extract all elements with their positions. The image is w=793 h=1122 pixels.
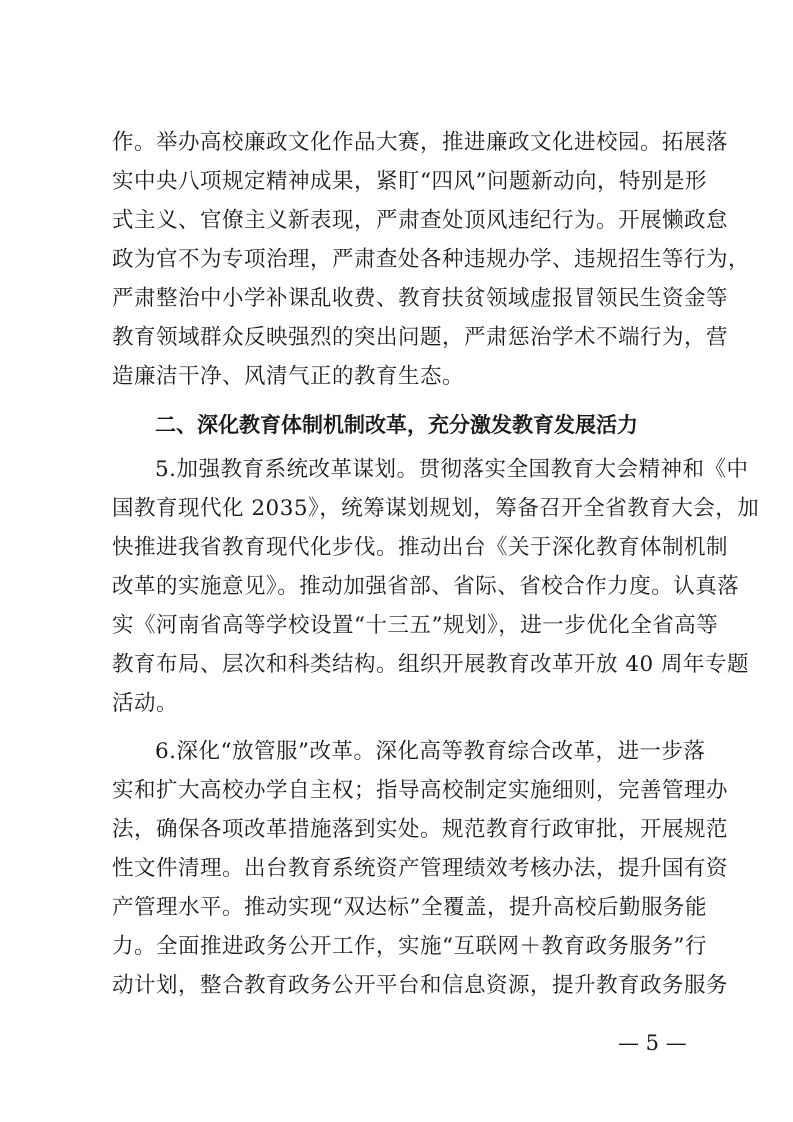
body-text-line: 实中央八项规定精神成果，紧盯“四风”问题新动向，特别是形: [112, 169, 707, 194]
body-text-line: 活动。: [112, 691, 179, 716]
body-text-line: 政为官不为专项治理，严肃查处各种违规办学、违规招生等行为，: [112, 247, 751, 272]
body-text-line: 实《河南省高等学校设置“十三五”规划》，进一步优化全省高等: [112, 613, 719, 638]
body-text-line: 产管理水平。推动实现“双达标”全覆盖，提升高校后勤服务能: [112, 895, 707, 920]
body-text-line: 式主义、官僚主义新表现，严肃查处顶风违纪行为。开展懒政怠: [112, 208, 729, 233]
item5-first-line: [155, 450, 749, 490]
body-text-line: 动计划，整合教育政务公开平台和信息资源，提升教育政务服务: [112, 973, 729, 998]
body-text-line: 快推进我省教育现代化步伐。推动出台《关于深化教育体制机制: [112, 535, 729, 560]
body-text-line: 实和扩大高校办学自主权；指导高校制定实施细则，完善管理办: [112, 778, 729, 803]
body-text-line: 作。举办高校廉政文化作品大赛，推进廉政文化进校园。拓展落: [112, 130, 729, 155]
body-text-line: 严肃整治中小学补课乱收费、教育扶贫领域虚报冒领民生资金等: [112, 286, 729, 311]
body-text-line: 教育布局、层次和科类结构。组织开展教育改革开放 40 周年专题: [112, 652, 750, 677]
body-text-line: 教育领域群众反映强烈的突出问题，严肃惩治学术不端行为，营: [112, 325, 729, 350]
body-text-line: 法，确保各项改革措施落到实处。规范教育行政审批，开展规范: [112, 817, 729, 842]
section-heading: 二、深化教育体制机制改革，充分激发教育发展活力: [155, 413, 638, 437]
body-text-line: 国教育现代化 2035》，统筹谋划规划，筹备召开全省教育大会，加: [112, 496, 760, 521]
body-text-line: 性文件清理。出台教育系统资产管理绩效考核办法，提升国有资: [112, 856, 729, 881]
item6-first-rest: 深化高等教育综合改革，进一步落: [375, 739, 706, 764]
body-text-line: 力。全面推进政务公开工作，实施“互联网＋教育政务服务”行: [112, 934, 707, 959]
item6-lead: 6.深化“放管服”改革。: [155, 739, 376, 764]
item6-first-line: [155, 732, 706, 772]
item5-lead: 5.加强教育系统改革谋划。: [155, 457, 419, 482]
page-number: — 5 —: [618, 1031, 687, 1055]
item5-first-rest: 贯彻落实全国教育大会精神和《中: [418, 457, 749, 482]
body-text-line: 改革的实施意见》。推动加强省部、省际、省校合作力度。认真落: [112, 574, 740, 599]
body-text-line: 造廉洁干净、风清气正的教育生态。: [112, 364, 465, 389]
